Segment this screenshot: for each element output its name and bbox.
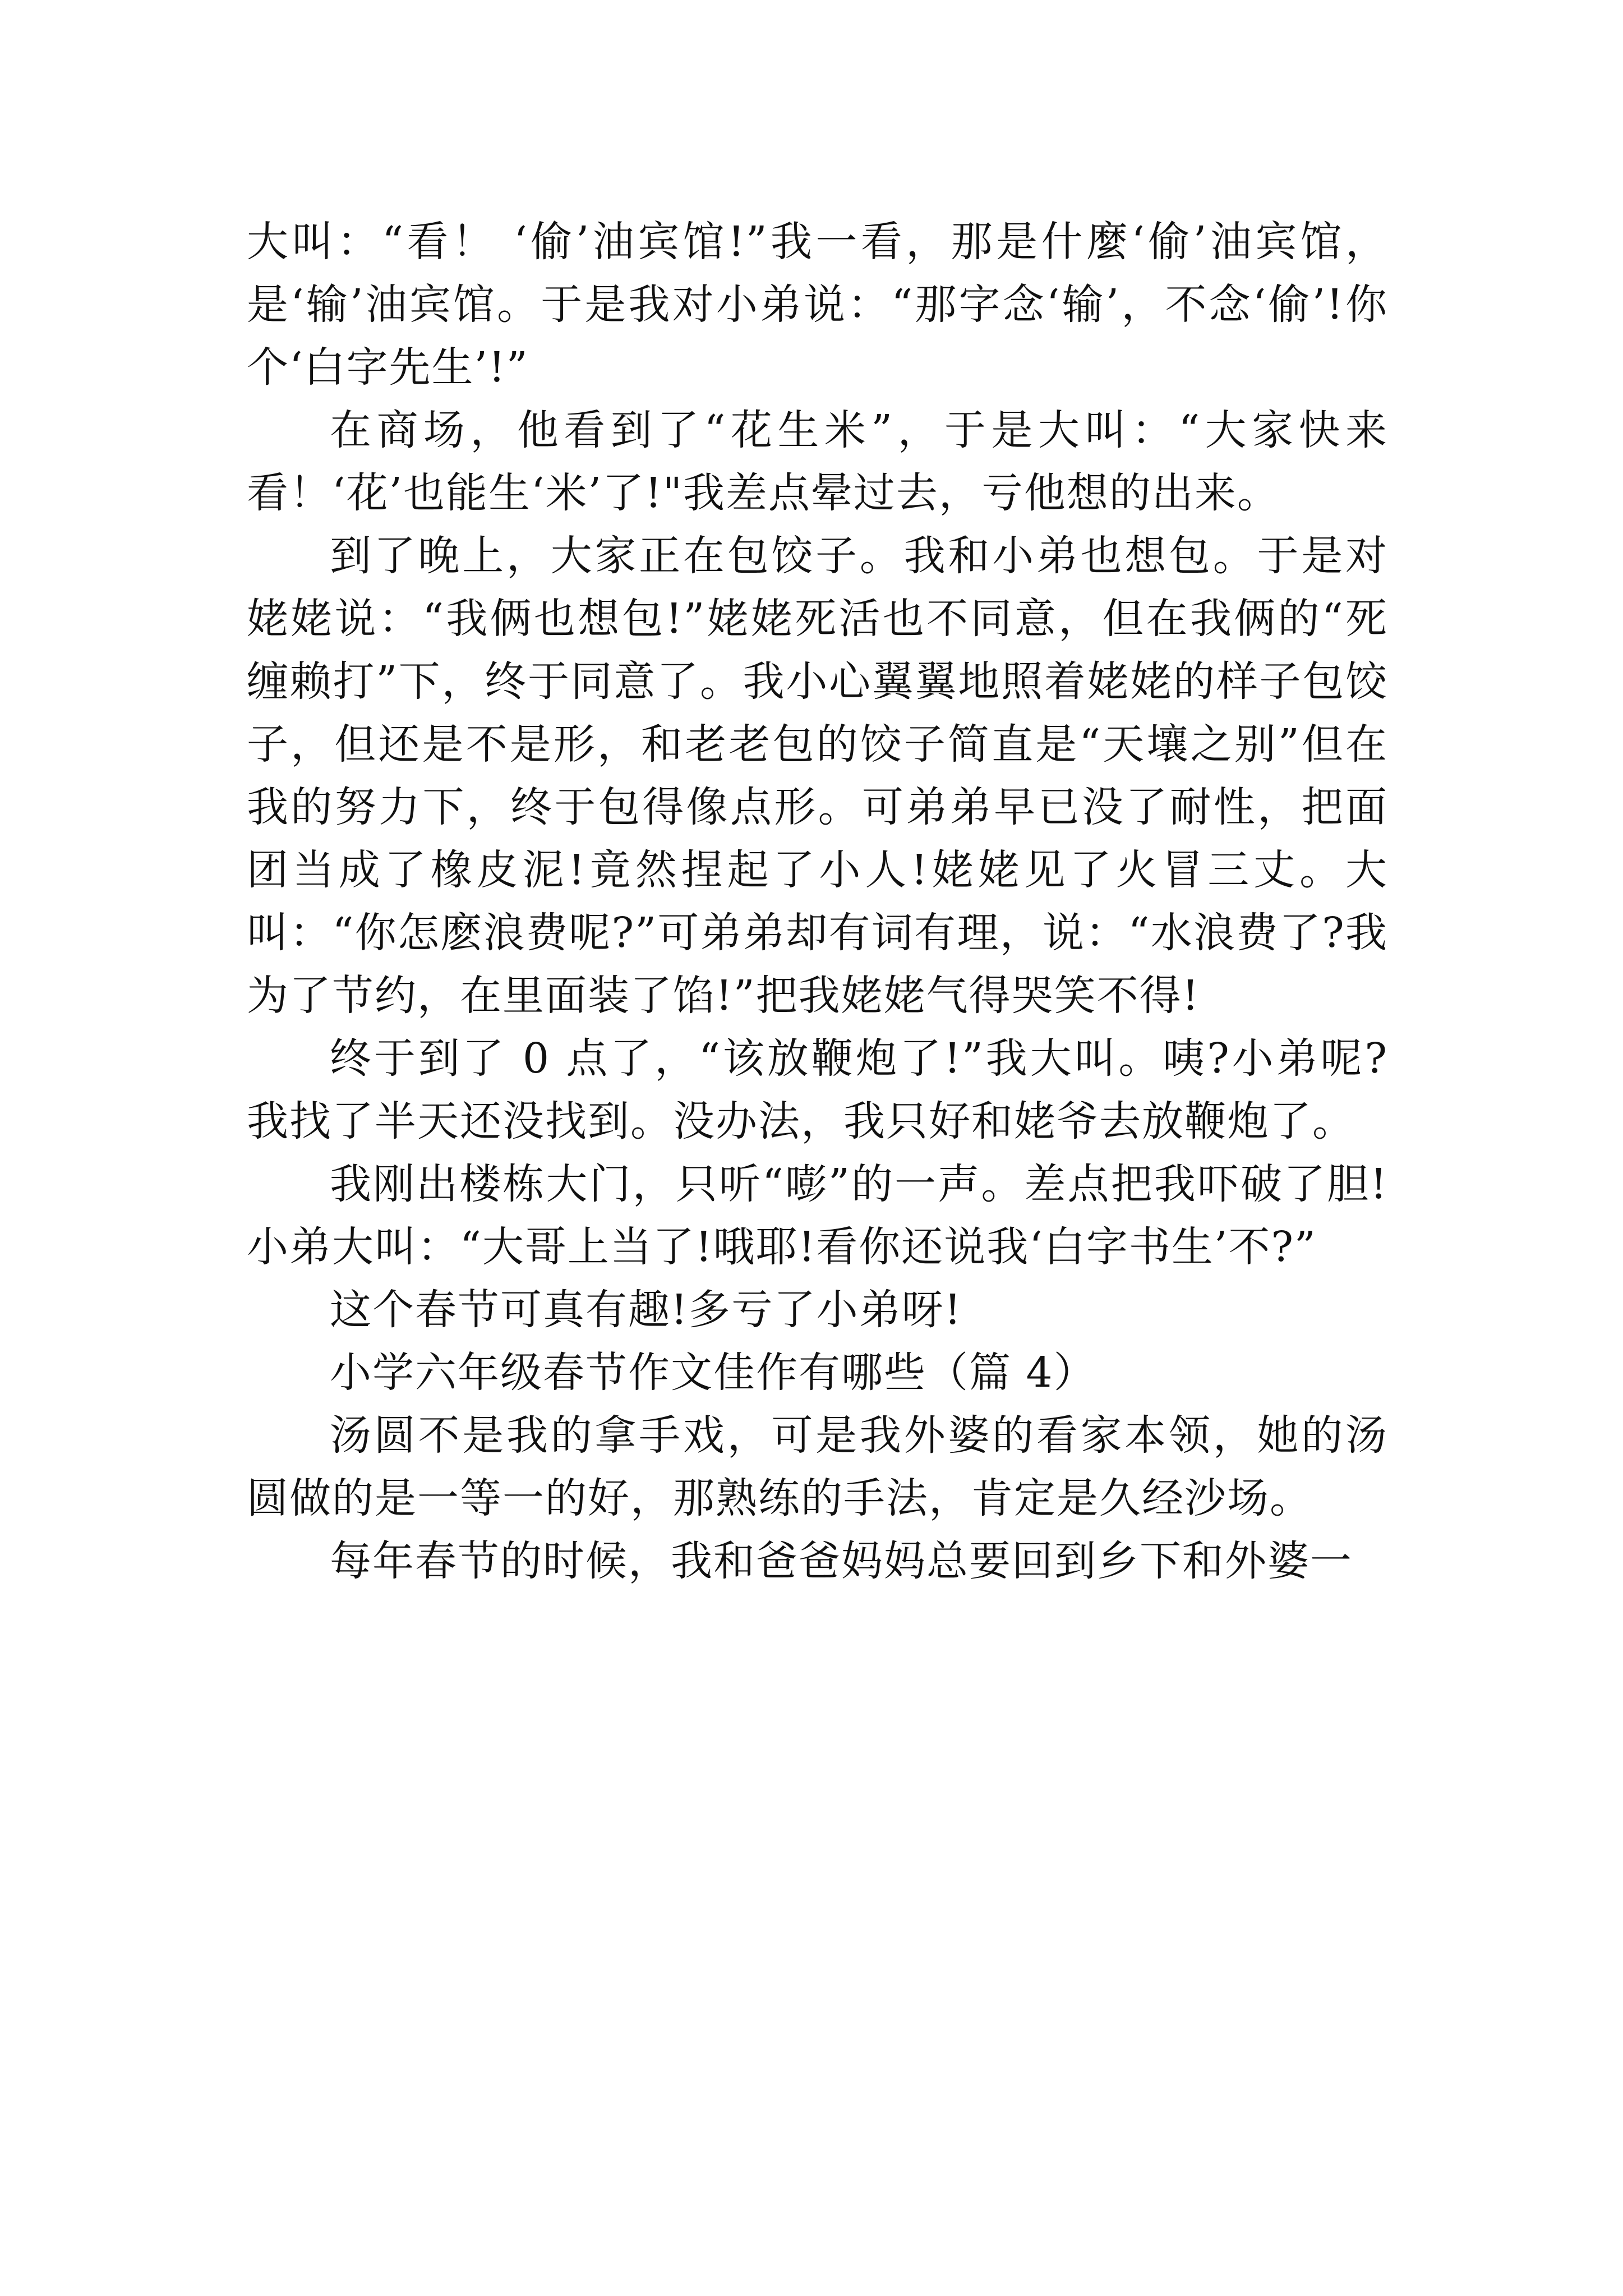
document-body: [247, 210, 1388, 1593]
paragraph-8: 每年春节的时候，我和爸爸妈妈总要回到乡下和外婆一: [330, 1537, 1353, 1585]
paragraph-7: 汤圆不是我的拿手戏，可是我外婆的看家本领，她的汤圆做的是一等一的好，那熟练的手法，肯定是久经沙场。: [247, 1411, 1388, 1522]
paragraph-4: 终于到了 0 点了，“该放鞭炮了!”我大叫。咦?小弟呢?我找了半天还没找到。没办法，我只好和姥爷去放鞭炮了。: [247, 1034, 1388, 1145]
paragraph-6: 这个春节可真有趣!多亏了小弟呀!: [330, 1286, 962, 1334]
paragraph-5: 我刚出楼栋大门，只听“嘭”的一声。差点把我吓破了胆!小弟大叫：“大哥上当了!哦耶!看你还说我‘白字书生’不?”: [247, 1160, 1388, 1271]
section-heading: 小学六年级春节作文佳作有哪些（篇 4）: [330, 1349, 1096, 1397]
paragraph-2: 在商场，他看到了“花生米”，于是大叫：“大家快来看！‘花’也能生‘米’了!"我差点晕过去，亏他想的出来。: [247, 406, 1388, 517]
paragraph-3: 到了晚上，大家正在包饺子。我和小弟也想包。于是对姥姥说：“我俩也想包!”姥姥死活也不同意，但在我俩的“死缠赖打”下，终于同意了。我小心翼翼地照着姥姥的样子包饺子，但还是不是形，和老老包的饺子简直是“天壤之别”但在我的努力下，终于包得像点形。可弟弟早已没了耐性，把面团当成了橡皮泥!竟然捏起了小人!姥姥见了火冒三丈。大叫：“你怎麽浪费呢?”可弟弟却有词有理，说：“水浪费了?我为了节约，在里面装了馅!”把我姥姥气得哭笑不得!: [247, 532, 1388, 1020]
paragraph-1: 大叫：“看！ ‘偷’油宾馆!”我一看，那是什麼‘偷’油宾馆，是‘输’油宾馆。于是我对小弟说：“那字念‘输’，不念‘偷’!你个‘白字先生’!”: [247, 218, 1388, 392]
